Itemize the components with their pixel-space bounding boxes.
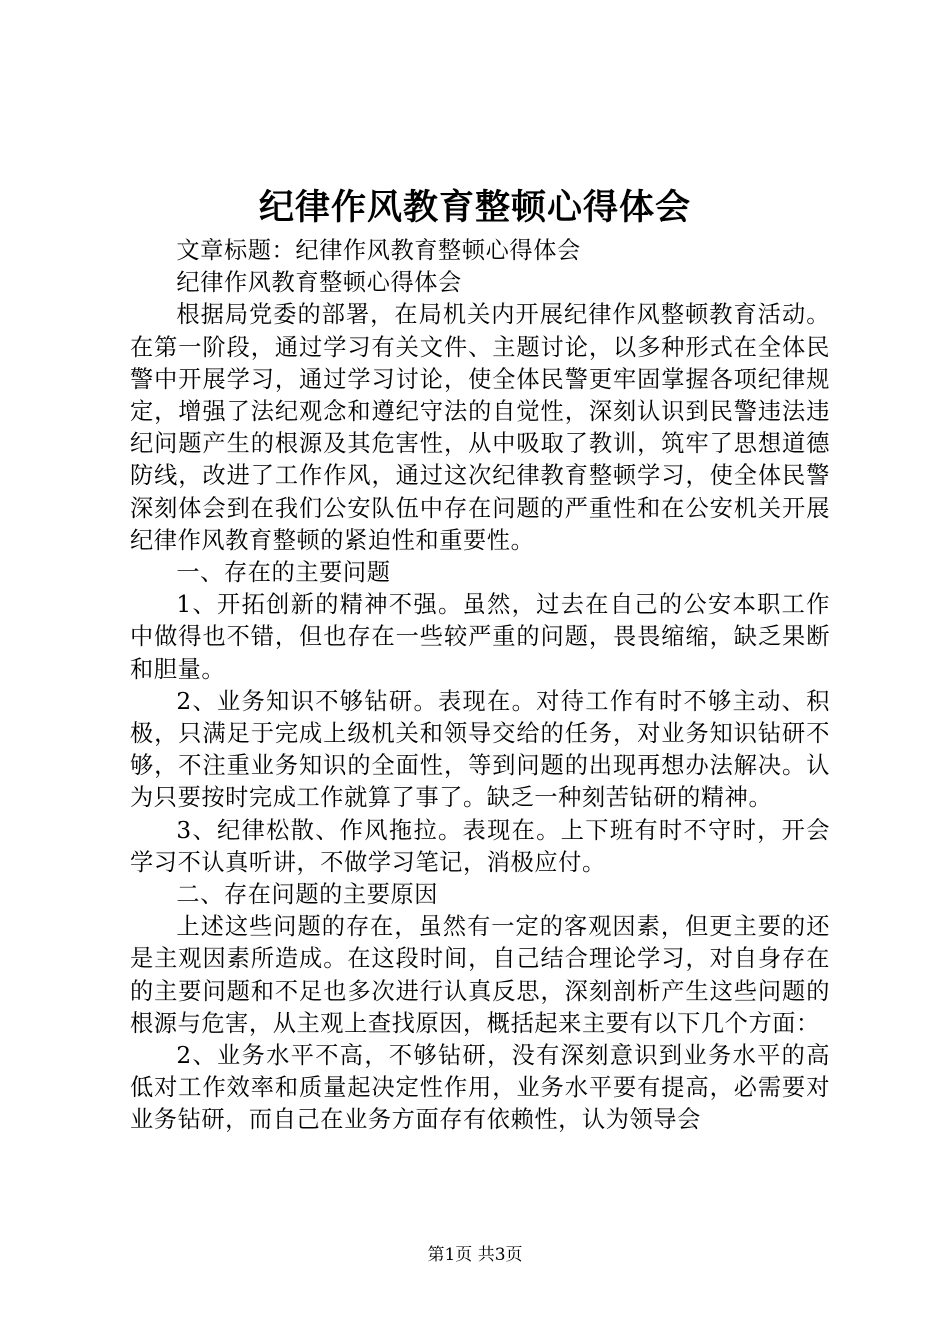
- section-heading-causes: 二、存在问题的主要原因: [176, 881, 439, 909]
- page-footer: 第1页 共3页: [427, 1245, 523, 1265]
- problem-item-1: 1、开拓创新的精神不强。虽然，过去在自己的公安本职工作中做得也不错，但也存在一些较严重的问题，畏畏缩缩，缺乏果断和胆量。: [130, 591, 830, 683]
- causes-paragraph: 上述这些问题的存在，虽然有一定的客观因素，但更主要的还是主观因素所造成。在这段时间，自己结合理论学习，对自身存在的主要问题和不足也多次进行认真反思，深刻剖析产生这些问题的根源与危害，从主观上查找原因，概括起来主要有以下几个方面：: [130, 913, 830, 1037]
- article-heading-line: 文章标题：纪律作风教育整顿心得体会: [176, 237, 581, 264]
- intro-paragraph: 根据局党委的部署，在局机关内开展纪律作风整顿教育活动。在第一阶段，通过学习有关文件、主题讨论，以多种形式在全体民警中开展学习，通过学习讨论，使全体民警更牢固掌握各项纪律规定，增强了法纪观念和遵纪守法的自觉性，深刻认识到民警违法违纪问题产生的根源及其危害性，从中吸取了教训，筑牢了思想道德防线，改进了工作作风，通过这次纪律教育整顿学习，使全体民警深刻体会到在我们公安队伍中存在问题的严重性和在公安机关开展纪律作风教育整顿的紧迫性和重要性。: [130, 301, 830, 554]
- section-heading-problems: 一、存在的主要问题: [176, 559, 391, 587]
- document-body: [130, 235, 830, 1137]
- problem-item-3: 3、纪律松散、作风拖拉。表现在。上下班有时不守时，开会学习不认真听讲，不做学习笔记，消极应付。: [130, 816, 830, 876]
- document-title: 纪律作风教育整顿心得体会: [258, 187, 691, 228]
- cause-item-2: 2、业务水平不高，不够钻研，没有深刻意识到业务水平的高低对工作效率和质量起决定性作用，业务水平要有提高，必需要对业务钻研，而自己在业务方面存有依赖性，认为领导会: [130, 1042, 830, 1134]
- subtitle-line: 纪律作风教育整顿心得体会: [176, 269, 462, 297]
- problem-item-2: 2、业务知识不够钻研。表现在。对待工作有时不够主动、积极，只满足于完成上级机关和领导交给的任务，对业务知识钻研不够，不注重业务知识的全面性，等到问题的出现再想办法解决。认为只要按时完成工作就算了事了。缺乏一种刻苦钻研的精神。: [130, 687, 830, 812]
